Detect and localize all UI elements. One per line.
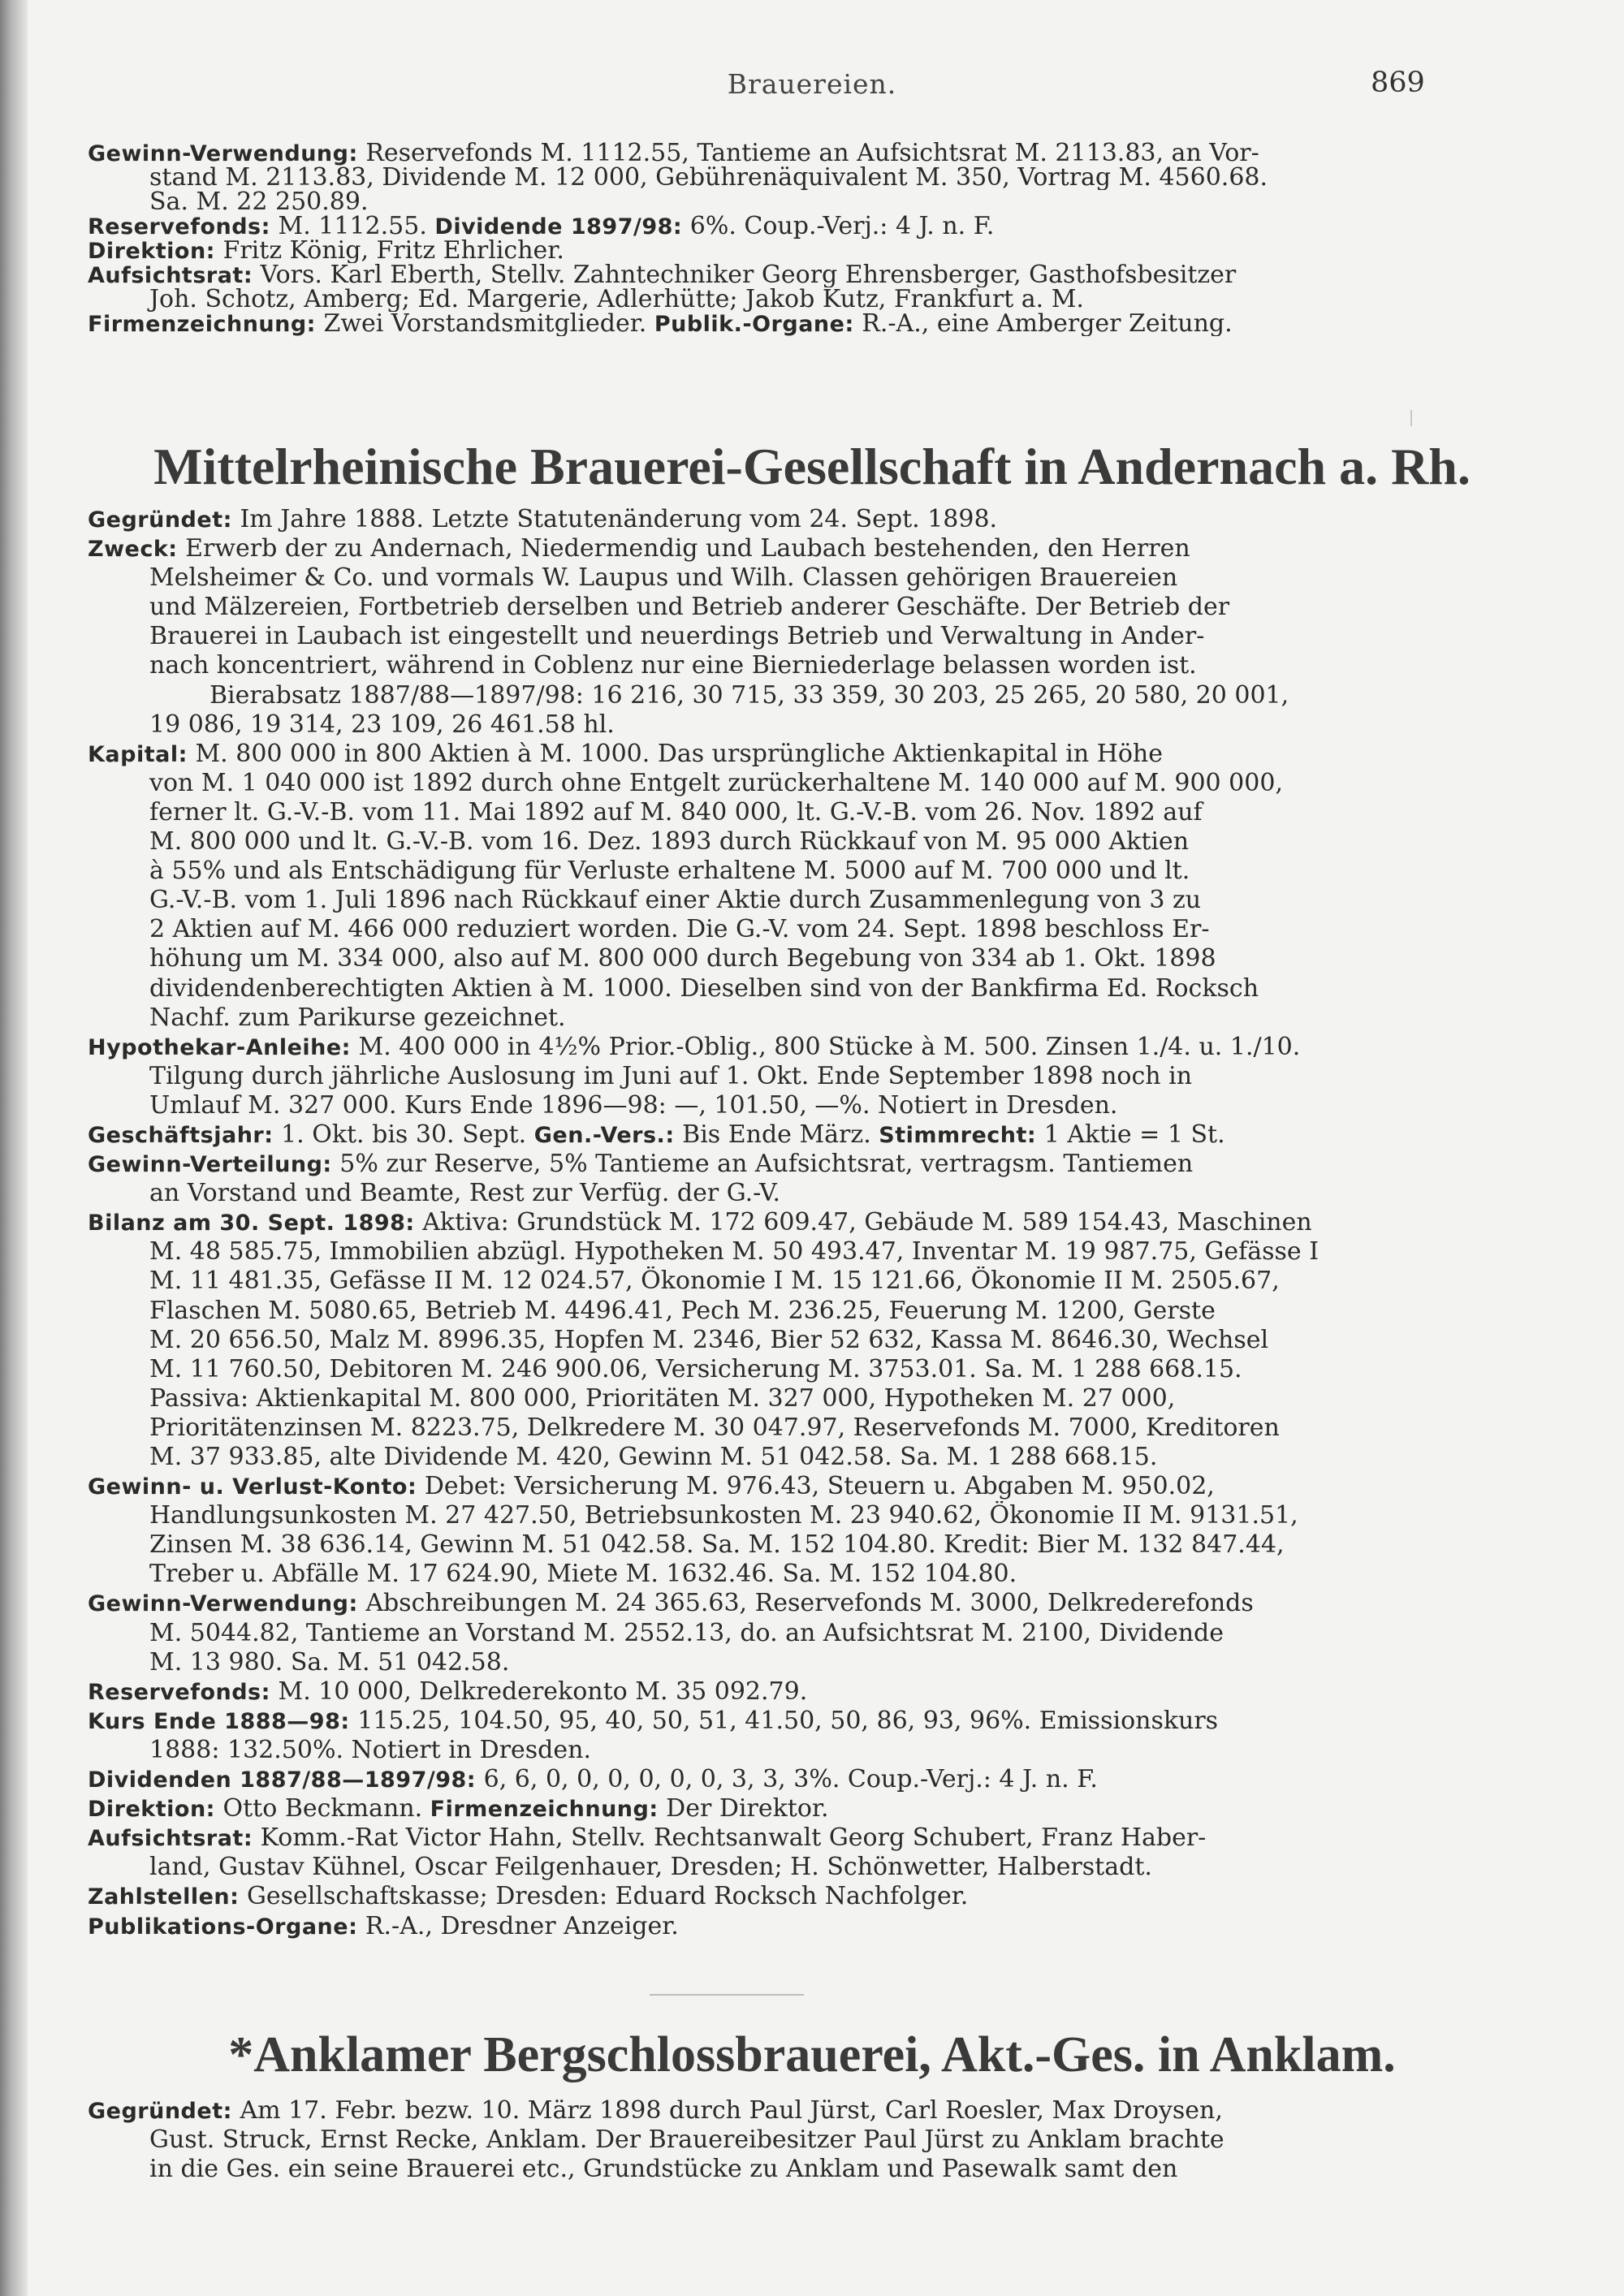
text-line bbox=[88, 2155, 1411, 2184]
field-text: Nachf. zum Parikurse gezeichnet. bbox=[149, 1003, 566, 1032]
field-label: Reservefonds: bbox=[88, 214, 270, 239]
field-text: und Mälzereien, Fortbetrieb derselben und Betrieb anderer Geschäfte. Der Betrieb der bbox=[149, 593, 1230, 622]
text-line bbox=[88, 681, 1411, 710]
text-line bbox=[88, 190, 1411, 214]
text-line bbox=[88, 1297, 1411, 1326]
field-text: Komm.-Rat Victor Hahn, Stellv. Rechtsanwalt Georg Schubert, Franz Haber- bbox=[253, 1823, 1207, 1853]
field-text: Umlauf M. 327 000. Kurs Ende 1896—98: —, 101.50, —%. Notiert in Dresden. bbox=[149, 1090, 1118, 1120]
field-label: Dividende 1897/98: bbox=[434, 214, 683, 239]
text-line bbox=[88, 534, 1411, 563]
text-line bbox=[88, 1208, 1411, 1237]
text-line bbox=[88, 1589, 1411, 1618]
field-text: M. 20 656.50, Malz M. 8996.35, Hopfen M. 2346, Bier 52 632, Kassa M. 8646.30, Wechsel bbox=[149, 1325, 1269, 1354]
text-line bbox=[88, 166, 1411, 190]
field-text: M. 5044.82, Tantieme an Vorstand M. 2552.13, do. an Aufsichtsrat M. 2100, Dividende bbox=[149, 1618, 1224, 1647]
field-text: M. 37 933.85, alte Dividende M. 420, Gewinn M. 51 042.58. Sa. M. 1 288 668.15. bbox=[149, 1443, 1158, 1471]
text-line bbox=[88, 1237, 1411, 1267]
company-entry-anklamer bbox=[88, 2096, 1411, 2184]
running-title: Brauereien. bbox=[727, 68, 897, 100]
field-text: an Vorstand und Beamte, Rest zur Verfüg. der G.-V. bbox=[149, 1179, 781, 1208]
text-line bbox=[88, 2126, 1411, 2155]
field-text: M. 400 000 in 4½% Prior.-Oblig., 800 Stücke à M. 500. Zinsen 1./4. u. 1./10. bbox=[350, 1032, 1301, 1061]
field-text: Der Direktor. bbox=[658, 1794, 829, 1823]
company-title-anklamer: *Anklamer Bergschlossbrauerei, Akt.-Ges. in Anklam. bbox=[228, 2027, 1396, 2082]
field-text: 6, 6, 0, 0, 0, 0, 0, 0, 3, 3, 3%. Coup.-Verj.: 4 J. n. F. bbox=[476, 1765, 1098, 1794]
text-line bbox=[88, 1267, 1411, 1296]
field-text: 6%. Coup.-Verj.: 4 J. n. F. bbox=[682, 214, 995, 239]
field-text: Joh. Schotz, Amberg; Ed. Margerie, Adlerhütte; Jakob Kutz, Frankfurt a. M. bbox=[149, 287, 1084, 312]
field-label: Reservefonds: bbox=[88, 1679, 270, 1705]
text-line bbox=[88, 214, 1411, 239]
text-line bbox=[88, 886, 1411, 915]
field-text: Gesellschaftskasse; Dresden: Eduard Rocksch Nachfolger. bbox=[239, 1882, 969, 1911]
field-text: 1 Aktie = 1 St. bbox=[1036, 1120, 1225, 1149]
field-text: Gust. Struck, Ernst Recke, Anklam. Der Brauereibesitzer Paul Jürst zu Anklam brachte bbox=[149, 2126, 1224, 2154]
field-label: Hypothekar-Anleihe: bbox=[88, 1034, 351, 1060]
text-line bbox=[88, 857, 1411, 886]
field-text: Bierabsatz 1887/88—1897/98: 16 216, 30 715, 33 359, 30 203, 25 265, 20 580, 20 001, bbox=[209, 680, 1289, 710]
text-line bbox=[88, 1033, 1411, 1062]
field-text: Sa. M. 22 250.89. bbox=[149, 190, 369, 214]
text-line bbox=[88, 1560, 1411, 1589]
field-label: Direktion: bbox=[88, 239, 215, 263]
field-label: Gen.-Vers.: bbox=[533, 1122, 675, 1148]
text-line bbox=[88, 312, 1411, 336]
field-text: Treber u. Abfälle M. 17 624.90, Miete M. 1632.46. Sa. M. 152 104.80. bbox=[149, 1560, 1017, 1589]
text-line bbox=[88, 563, 1411, 593]
text-line bbox=[88, 1179, 1411, 1208]
text-line bbox=[88, 944, 1411, 973]
text-line bbox=[88, 769, 1411, 798]
text-line bbox=[88, 1677, 1411, 1707]
field-label: Gewinn-Verwendung: bbox=[88, 1591, 358, 1617]
field-text: Aktiva: Grundstück M. 172 609.47, Gebäude M. 589 154.43, Maschinen bbox=[414, 1208, 1312, 1237]
field-label: Gewinn-Verwendung: bbox=[88, 141, 358, 166]
field-text: höhung um M. 334 000, also auf M. 800 000 durch Begebung von 334 ab 1. Okt. 1898 bbox=[149, 944, 1216, 973]
text-line bbox=[88, 141, 1411, 166]
field-text: Tilgung durch jährliche Auslosung im Juni auf 1. Okt. Ende September 1898 noch in bbox=[149, 1061, 1193, 1090]
field-text: Bis Ende März. bbox=[674, 1120, 879, 1149]
text-line bbox=[88, 1853, 1411, 1882]
company-title-mittelrheinische: Mittelrheinische Brauerei-Gesellschaft in Andernach a. Rh. bbox=[153, 438, 1471, 495]
field-text: ferner lt. G.-V.-B. vom 11. Mai 1892 auf M. 840 000, lt. G.-V.-B. vom 26. Nov. 1892 auf bbox=[149, 797, 1203, 826]
text-line bbox=[88, 740, 1411, 769]
field-text: Erwerb der zu Andernach, Niedermendig und Laubach bestehenden, den Herren bbox=[177, 534, 1190, 563]
field-text: 1888: 132.50%. Notiert in Dresden. bbox=[149, 1735, 591, 1764]
field-text: Fritz König, Fritz Ehrlicher. bbox=[214, 239, 564, 263]
field-text: M. 11 760.50, Debitoren M. 246 900.06, Versicherung M. 3753.01. Sa. M. 1 288 668.15. bbox=[149, 1354, 1242, 1383]
field-label: Geschäftsjahr: bbox=[88, 1122, 274, 1148]
text-line bbox=[88, 1150, 1411, 1179]
field-text: land, Gustav Kühnel, Oscar Feilgenhauer, Dresden; H. Schönwetter, Halberstadt. bbox=[149, 1853, 1152, 1882]
text-line bbox=[88, 1794, 1411, 1823]
field-text: Am 17. Febr. bezw. 10. März 1898 durch Paul Jürst, Carl Roesler, Max Droysen, bbox=[231, 2096, 1223, 2125]
field-text: in die Ges. ein seine Brauerei etc., Grundstücke zu Anklam und Pasewalk samt den bbox=[149, 2155, 1178, 2183]
field-text: von M. 1 040 000 ist 1892 durch ohne Entgelt zurückerhaltene M. 140 000 auf M. 900 000, bbox=[149, 768, 1283, 797]
field-label: Firmenzeichnung: bbox=[430, 1797, 659, 1823]
field-text: stand M. 2113.83, Dividende M. 12 000, Gebührenäquivalent M. 350, Vortrag M. 4560.68. bbox=[149, 166, 1268, 190]
field-text: Abschreibungen M. 24 365.63, Reservefonds M. 3000, Delkrederefonds bbox=[357, 1589, 1254, 1618]
field-label: Gewinn-Verteilung: bbox=[88, 1152, 332, 1178]
field-text: 115.25, 104.50, 95, 40, 50, 51, 41.50, 50, 86, 93, 96%. Emissionskurs bbox=[349, 1706, 1219, 1735]
previous-entry-tail bbox=[88, 141, 1411, 336]
field-text: Handlungsunkosten M. 27 427.50, Betriebsunkosten M. 23 940.62, Ökonomie II M. 9131.51, bbox=[149, 1501, 1298, 1530]
text-line bbox=[88, 1619, 1411, 1648]
text-line bbox=[88, 827, 1411, 857]
field-label: Aufsichtsrat: bbox=[88, 1826, 253, 1852]
field-text: Debet: Versicherung M. 976.43, Steuern u. Abgaben M. 950.02, bbox=[417, 1472, 1215, 1501]
field-text: Melsheimer & Co. und vormals W. Laupus und Wilh. Classen gehörigen Brauereien bbox=[149, 563, 1178, 593]
text-line bbox=[88, 974, 1411, 1003]
text-line bbox=[88, 505, 1411, 534]
field-label: Direktion: bbox=[88, 1797, 215, 1823]
field-label: Firmenzeichnung: bbox=[88, 312, 316, 336]
page-number: 869 bbox=[1371, 67, 1425, 99]
field-text: dividendenberechtigten Aktien à M. 1000. Dieselben sind von der Bankfirma Ed. Rocksch bbox=[149, 973, 1259, 1003]
field-label: Gewinn- u. Verlust-Konto: bbox=[88, 1474, 417, 1500]
text-line bbox=[88, 1882, 1411, 1911]
field-label: Publik.-Organe: bbox=[654, 312, 854, 336]
text-line bbox=[88, 1707, 1411, 1736]
field-text: R.-A., Dresdner Anzeiger. bbox=[357, 1911, 679, 1940]
field-text: Vors. Karl Eberth, Stellv. Zahntechniker Georg Ehrensberger, Gasthofsbesitzer bbox=[253, 263, 1237, 287]
text-line bbox=[88, 1384, 1411, 1413]
field-text: Reservefonds M. 1112.55, Tantieme an Aufsichtsrat M. 2113.83, an Vor- bbox=[357, 141, 1259, 166]
field-text: 2 Aktien auf M. 466 000 reduziert worden. Die G.-V. vom 24. Sept. 1898 beschloss Er- bbox=[149, 915, 1210, 944]
field-text: 5% zur Reserve, 5% Tantieme an Aufsichtsrat, vertragsm. Tantiemen bbox=[331, 1150, 1194, 1179]
text-line bbox=[88, 593, 1411, 622]
field-text: Zinsen M. 38 636.14, Gewinn M. 51 042.58. Sa. M. 152 104.80. Kredit: Bier M. 132 847.44, bbox=[149, 1530, 1285, 1560]
field-text: M. 10 000, Delkrederekonto M. 35 092.79. bbox=[270, 1677, 808, 1706]
company-entry-mittelrheinische bbox=[88, 505, 1411, 1941]
text-line bbox=[88, 239, 1411, 263]
text-line bbox=[88, 710, 1411, 740]
field-label: Zweck: bbox=[88, 537, 178, 563]
field-text: Prioritätenzinsen M. 8223.75, Delkredere M. 30 047.97, Reservefonds M. 7000, Kreditoren bbox=[149, 1413, 1280, 1442]
field-text: 1. Okt. bis 30. Sept. bbox=[273, 1120, 534, 1149]
text-line bbox=[88, 915, 1411, 944]
text-line bbox=[88, 622, 1411, 651]
field-text: Otto Beckmann. bbox=[214, 1794, 430, 1823]
text-line bbox=[88, 1912, 1411, 1941]
field-text: nach koncentriert, während in Coblenz nur eine Bierniederlage belassen worden ist. bbox=[149, 651, 1197, 680]
field-label: Kapital: bbox=[88, 741, 188, 767]
text-line bbox=[88, 2096, 1411, 2126]
field-text: Flaschen M. 5080.65, Betrieb M. 4496.41, Pech M. 236.25, Feuerung M. 1200, Gerste bbox=[149, 1296, 1216, 1325]
field-text: M. 13 980. Sa. M. 51 042.58. bbox=[149, 1647, 510, 1677]
text-line bbox=[88, 1530, 1411, 1560]
text-line bbox=[88, 1062, 1411, 1091]
field-text: à 55% und als Entschädigung für Verluste erhaltene M. 5000 auf M. 700 000 und lt. bbox=[149, 857, 1190, 886]
text-line bbox=[88, 651, 1411, 680]
field-label: Zahlstellen: bbox=[88, 1884, 240, 1910]
field-label: Gegründet: bbox=[88, 2099, 232, 2124]
field-text: M. 11 481.35, Gefässe II M. 12 024.57, Ökonomie I M. 15 121.66, Ökonomie II M. 2505.67, bbox=[149, 1267, 1280, 1296]
field-label: Dividenden 1887/88—1897/98: bbox=[88, 1767, 477, 1793]
field-label: Gegründet: bbox=[88, 507, 232, 533]
field-text: 19 086, 19 314, 23 109, 26 461.58 hl. bbox=[149, 710, 615, 739]
text-line bbox=[88, 1355, 1411, 1384]
field-label: Aufsichtsrat: bbox=[88, 263, 253, 287]
text-line bbox=[88, 1413, 1411, 1443]
field-label: Stimmrecht: bbox=[879, 1122, 1037, 1148]
text-line bbox=[88, 1823, 1411, 1853]
field-text: R.-A., eine Amberger Zeitung. bbox=[853, 312, 1233, 336]
section-divider bbox=[650, 1994, 804, 1996]
text-line bbox=[88, 1736, 1411, 1765]
text-line bbox=[88, 1326, 1411, 1355]
margin-mark bbox=[1410, 410, 1412, 426]
field-label: Bilanz am 30. Sept. 1898: bbox=[88, 1211, 415, 1236]
text-line bbox=[88, 1443, 1411, 1472]
text-line bbox=[88, 1501, 1411, 1530]
field-text: M. 800 000 und lt. G.-V.-B. vom 16. Dez. 1893 durch Rückkauf von M. 95 000 Aktien bbox=[149, 827, 1190, 857]
text-line bbox=[88, 798, 1411, 827]
text-line bbox=[88, 1648, 1411, 1677]
field-text: Passiva: Aktienkapital M. 800 000, Prioritäten M. 327 000, Hypotheken M. 27 000, bbox=[149, 1383, 1176, 1413]
text-line bbox=[88, 287, 1411, 312]
text-line bbox=[88, 1120, 1411, 1150]
text-line bbox=[88, 1003, 1411, 1033]
field-text: M. 1112.55. bbox=[270, 214, 435, 239]
field-text: M. 800 000 in 800 Aktien à M. 1000. Das ursprüngliche Aktienkapital in Höhe bbox=[187, 739, 1163, 768]
field-label: Kurs Ende 1888—98: bbox=[88, 1708, 350, 1734]
field-text: G.-V.-B. vom 1. Juli 1896 nach Rückkauf einer Aktie durch Zusammenlegung von 3 zu bbox=[149, 886, 1202, 915]
field-text: Zwei Vorstandsmitglieder. bbox=[315, 312, 654, 336]
text-line bbox=[88, 1091, 1411, 1120]
field-label: Publikations-Organe: bbox=[88, 1914, 358, 1940]
field-text: Brauerei in Laubach ist eingestellt und neuerdings Betrieb und Verwaltung in Ander- bbox=[149, 622, 1205, 651]
field-text: M. 48 585.75, Immobilien abzügl. Hypotheken M. 50 493.47, Inventar M. 19 987.75, Gefässe I bbox=[149, 1237, 1320, 1267]
field-text: Im Jahre 1888. Letzte Statutenänderung vom 24. Sept. 1898. bbox=[231, 505, 998, 533]
text-line bbox=[88, 263, 1411, 287]
text-line bbox=[88, 1765, 1411, 1794]
text-line bbox=[88, 1472, 1411, 1501]
